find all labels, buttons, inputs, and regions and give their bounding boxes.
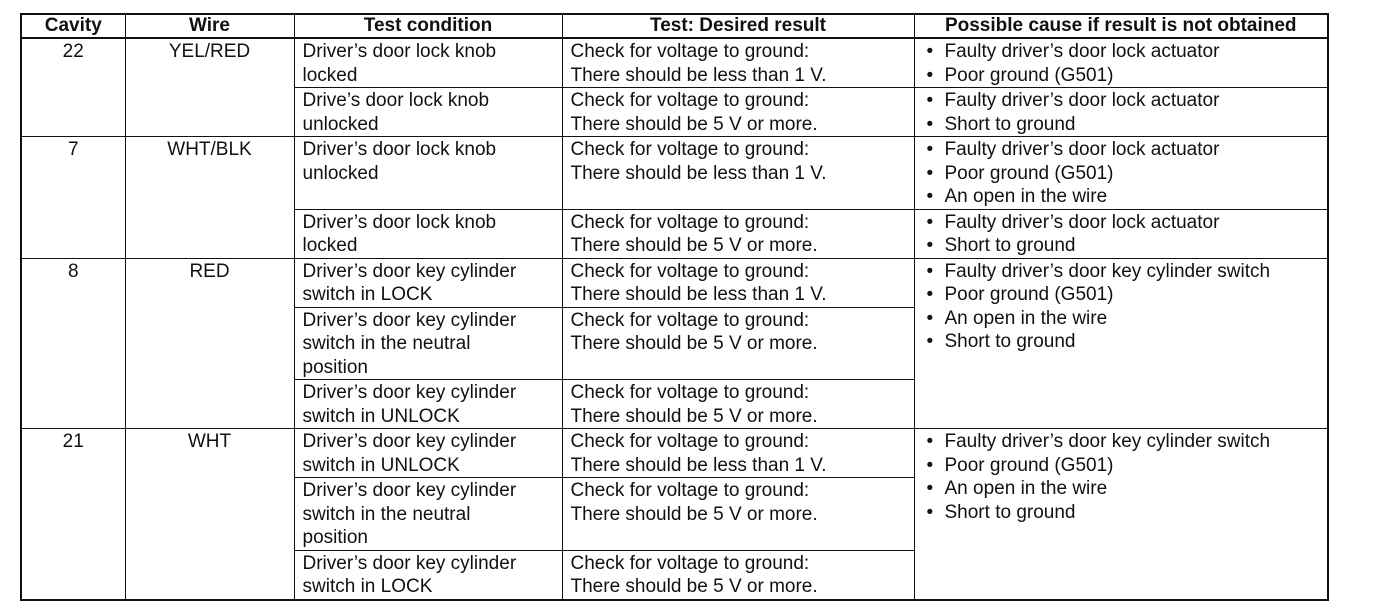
test-condition-line: unlocked <box>302 162 379 184</box>
possible-cause-item <box>927 330 1328 354</box>
test-condition-line: switch in LOCK <box>302 576 433 597</box>
possible-cause-text: Poor ground (G501) <box>944 64 1114 86</box>
bullet-icon: • <box>926 162 934 184</box>
desired-result-line: Check for voltage to ground: <box>570 260 810 282</box>
possible-cause-text: Short to ground <box>944 235 1076 256</box>
cavity-cell: 22 <box>21 38 125 137</box>
possible-cause-text: Short to ground <box>944 331 1076 352</box>
possible-cause-item <box>927 260 1328 284</box>
desired-result-line: Check for voltage to ground: <box>570 552 810 574</box>
table-row <box>21 429 1328 478</box>
possible-cause-text: Short to ground <box>944 113 1076 135</box>
test-condition-cell <box>294 137 562 210</box>
test-condition-line: switch in LOCK <box>302 284 433 305</box>
diagnostic-table-container <box>20 13 1327 601</box>
possible-cause-text: An open in the wire <box>944 307 1108 329</box>
possible-cause-item <box>927 138 1328 162</box>
bullet-icon: • <box>926 284 934 305</box>
test-condition-cell <box>294 258 562 307</box>
table-body <box>21 38 1328 600</box>
test-condition-cell <box>294 209 562 258</box>
header-test-condition: Test condition <box>294 14 562 38</box>
wire-cell: YEL/RED <box>125 38 294 137</box>
table-row <box>21 137 1328 210</box>
possible-cause-item <box>927 477 1328 501</box>
possible-cause-text: An open in the wire <box>944 186 1108 207</box>
bullet-icon: • <box>926 331 934 352</box>
test-condition-cell <box>294 380 562 429</box>
cavity-cell: 7 <box>21 137 125 259</box>
bullet-icon: • <box>926 478 934 499</box>
desired-result-cell <box>562 38 914 88</box>
wire-cell: RED <box>125 258 294 429</box>
possible-cause-cell <box>914 258 1328 429</box>
desired-result-line: There should be 5 V or more. <box>570 503 818 525</box>
desired-result-line: There should be less than 1 V. <box>570 64 827 86</box>
cavity-cell: 8 <box>21 258 125 429</box>
possible-cause-item <box>927 307 1328 331</box>
test-condition-line: Driver’s door key cylinder <box>302 480 517 501</box>
test-condition-cell <box>294 307 562 380</box>
bullet-icon: • <box>926 186 934 207</box>
desired-result-line: Check for voltage to ground: <box>570 309 810 331</box>
possible-cause-text: Poor ground (G501) <box>944 162 1114 184</box>
test-condition-line: locked <box>302 64 358 86</box>
desired-result-cell <box>562 429 914 478</box>
desired-result-line: Check for voltage to ground: <box>570 382 810 403</box>
possible-cause-item <box>927 64 1328 88</box>
test-condition-line: Driver’s door key cylinder <box>302 309 517 331</box>
header-row <box>21 14 1328 38</box>
test-condition-line: Driver’s door lock knob <box>302 41 497 62</box>
test-condition-line: Driver’s door key cylinder <box>302 431 517 452</box>
possible-cause-cell <box>914 429 1328 600</box>
test-condition-line: switch in UNLOCK <box>302 454 460 476</box>
possible-cause-text: Faulty driver’s door lock actuator <box>944 41 1220 62</box>
possible-cause-item <box>927 501 1328 525</box>
possible-cause-text: Faulty driver’s door lock actuator <box>944 90 1220 111</box>
desired-result-cell <box>562 209 914 258</box>
desired-result-line: Check for voltage to ground: <box>570 139 810 160</box>
possible-cause-text: Short to ground <box>944 501 1076 523</box>
possible-cause-item <box>927 185 1328 209</box>
test-condition-cell <box>294 88 562 137</box>
possible-cause-item <box>927 89 1328 113</box>
bullet-icon: • <box>926 501 934 523</box>
possible-cause-cell <box>914 137 1328 210</box>
desired-result-cell <box>562 307 914 380</box>
desired-result-line: There should be 5 V or more. <box>570 405 818 427</box>
possible-cause-text: Faulty driver’s door lock actuator <box>944 211 1220 233</box>
possible-cause-text: Poor ground (G501) <box>944 284 1114 305</box>
bullet-icon: • <box>926 113 934 135</box>
bullet-icon: • <box>926 139 934 160</box>
test-condition-line: Driver’s door lock knob <box>302 139 497 160</box>
desired-result-cell <box>562 88 914 137</box>
test-condition-line: Driver’s door key cylinder <box>302 260 517 282</box>
desired-result-line: There should be 5 V or more. <box>570 576 818 597</box>
desired-result-cell <box>562 550 914 600</box>
test-condition-line: unlocked <box>302 113 379 135</box>
possible-cause-item <box>927 283 1328 307</box>
bullet-icon: • <box>926 41 934 62</box>
possible-cause-cell <box>914 209 1328 258</box>
desired-result-cell <box>562 137 914 210</box>
header-wire: Wire <box>125 14 294 38</box>
bullet-icon: • <box>926 235 934 256</box>
header-desired-result: Test: Desired result <box>562 14 914 38</box>
desired-result-line: There should be less than 1 V. <box>570 284 827 305</box>
test-condition-cell <box>294 550 562 600</box>
test-condition-cell <box>294 38 562 88</box>
diagnostic-table <box>20 13 1329 601</box>
test-condition-line: switch in UNLOCK <box>302 405 460 427</box>
possible-cause-text: An open in the wire <box>944 478 1108 499</box>
possible-cause-item <box>927 162 1328 186</box>
possible-cause-text: Faulty driver’s door lock actuator <box>944 139 1220 160</box>
desired-result-line: There should be 5 V or more. <box>570 333 818 354</box>
test-condition-line: Drive’s door lock knob <box>302 90 490 111</box>
bullet-icon: • <box>926 307 934 329</box>
bullet-icon: • <box>926 211 934 233</box>
bullet-icon: • <box>926 90 934 111</box>
header-possible-cause: Possible cause if result is not obtained <box>914 14 1328 38</box>
bullet-icon: • <box>926 260 934 282</box>
possible-cause-item <box>927 430 1328 454</box>
possible-cause-item <box>927 211 1328 235</box>
possible-cause-cell <box>914 88 1328 137</box>
test-condition-line: Driver’s door key cylinder <box>302 552 517 574</box>
possible-cause-item <box>927 234 1328 258</box>
possible-cause-item <box>927 113 1328 137</box>
desired-result-line: There should be 5 V or more. <box>570 113 818 135</box>
test-condition-line: Driver’s door lock knob <box>302 211 497 233</box>
table-row <box>21 38 1328 88</box>
header-cavity: Cavity <box>21 14 125 38</box>
test-condition-line: switch in the neutral <box>302 333 471 354</box>
desired-result-cell <box>562 380 914 429</box>
desired-result-line: Check for voltage to ground: <box>570 41 810 62</box>
possible-cause-item <box>927 454 1328 478</box>
wire-cell: WHT/BLK <box>125 137 294 259</box>
test-condition-line: switch in the neutral <box>302 503 471 525</box>
possible-cause-cell <box>914 38 1328 88</box>
possible-cause-text: Faulty driver’s door key cylinder switch <box>944 260 1271 282</box>
desired-result-line: Check for voltage to ground: <box>570 90 810 111</box>
desired-result-line: There should be less than 1 V. <box>570 162 827 184</box>
possible-cause-item <box>927 40 1328 64</box>
table-row <box>21 258 1328 307</box>
test-condition-line: position <box>302 527 368 548</box>
possible-cause-text: Poor ground (G501) <box>944 454 1114 476</box>
possible-cause-text: Faulty driver’s door key cylinder switch <box>944 431 1271 452</box>
desired-result-cell <box>562 478 914 551</box>
cavity-cell: 21 <box>21 429 125 600</box>
bullet-icon: • <box>926 431 934 452</box>
bullet-icon: • <box>926 64 934 86</box>
wire-cell: WHT <box>125 429 294 600</box>
desired-result-line: Check for voltage to ground: <box>570 211 810 233</box>
test-condition-line: Driver’s door key cylinder <box>302 382 517 403</box>
desired-result-line: Check for voltage to ground: <box>570 480 810 501</box>
desired-result-line: There should be 5 V or more. <box>570 235 818 256</box>
bullet-icon: • <box>926 454 934 476</box>
desired-result-cell <box>562 258 914 307</box>
test-condition-line: position <box>302 356 368 378</box>
test-condition-cell <box>294 429 562 478</box>
test-condition-cell <box>294 478 562 551</box>
desired-result-line: Check for voltage to ground: <box>570 431 810 452</box>
desired-result-line: There should be less than 1 V. <box>570 454 827 476</box>
test-condition-line: locked <box>302 235 358 256</box>
